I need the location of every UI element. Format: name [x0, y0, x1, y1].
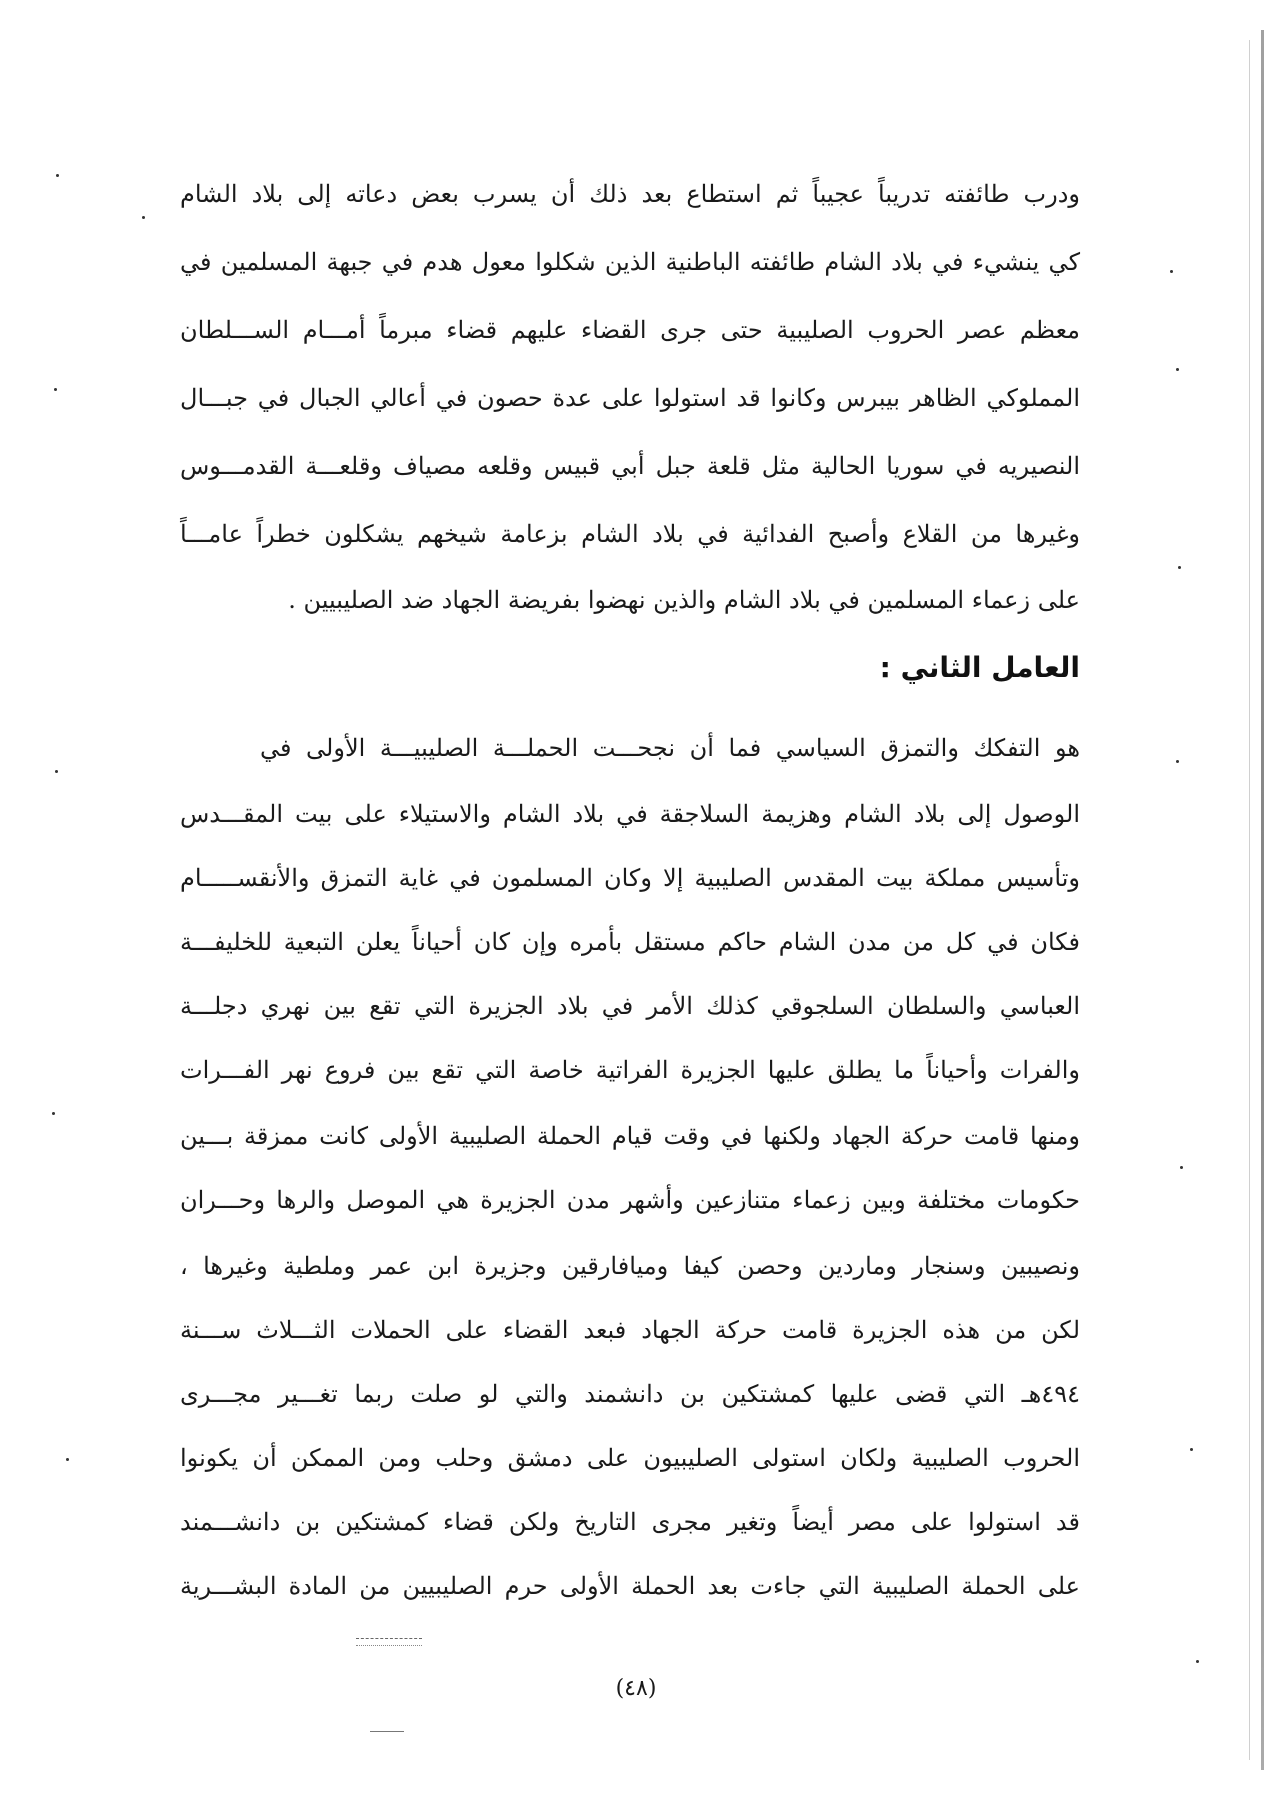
text-line: والفرات وأحياناً ما يطلق عليها الجزيرة الفراتية خاصة التي تقع بين فروع نهر الفـــرات [180, 1056, 1080, 1084]
scan-speck [1190, 1448, 1193, 1451]
scan-speck [142, 216, 145, 219]
footnote-separator [356, 1638, 422, 1646]
text-line: ودرب طائفته تدريباً عجيباً ثم استطاع بعد ذلك أن يسرب بعض دعاته إلى بلاد الشام [180, 180, 1081, 208]
text-line: وغيرها من القلاع وأصبح الفدائية في بلاد الشام بزعامة شيخهم يشكلون خطراً عامـــاً [180, 520, 1080, 548]
section-heading: العامل الثاني : [879, 651, 1080, 684]
scan-speck [1178, 566, 1181, 569]
scan-speck [1176, 760, 1179, 763]
scan-speck [66, 1458, 69, 1461]
scan-binding-line [1249, 40, 1250, 1760]
text-line: الوصول إلى بلاد الشام وهزيمة السلاجقة في بلاد الشام والاستيلاء على بيت المقـــدس [180, 800, 1080, 828]
page-number: (٤٨) [615, 1676, 657, 1701]
text-line: وتأسيس مملكة بيت المقدس الصليبية إلا وكان المسلمون في غاية التمزق والأنقســـــام [180, 864, 1080, 892]
text-line: قد استولوا على مصر أيضاً وتغير مجرى التاريخ ولكن قضاء كمشتكين بن دانشـــمند [180, 1508, 1080, 1536]
text-line: هو التفكك والتمزق السياسي فما أن نجحـــت الحملـــة الصليبيـــة الأولى في [260, 734, 1080, 762]
paragraph-2 [180, 728, 1080, 1628]
scan-speck [54, 388, 57, 391]
text-line: معظم عصر الحروب الصليبية حتى جرى القضاء عليهم قضاء مبرماً أمـــام الســـلطان [180, 316, 1080, 344]
scan-speck [1180, 1166, 1183, 1169]
scan-speck [1196, 1660, 1199, 1663]
text-line: الحروب الصليبية ولكان استولى الصليبيون على دمشق وحلب ومن الممكن أن يكونوا [180, 1444, 1080, 1472]
text-line: ونصيبين وسنجار وماردين وحصن كيفا وميافارقين وجزيرة ابن عمر وملطية وغيرها ، [180, 1252, 1080, 1280]
scan-speck [55, 770, 58, 773]
bottom-dash [370, 1731, 404, 1732]
text-line: فكان في كل من مدن الشام حاكم مستقل بأمره وإن كان أحياناً يعلن التبعية للخليفـــة [180, 928, 1080, 956]
text-line: النصيريه في سوريا الحالية مثل قلعة جبل أبي قبيس وقلعه مصياف وقلعـــة القدمـــوس [180, 452, 1080, 480]
paragraph-1 [180, 174, 1080, 614]
scan-binding-edge [1261, 30, 1264, 1770]
text-line: المملوكي الظاهر بيبرس وكانوا قد استولوا على عدة حصون في أعالي الجبال في جبـــال [180, 384, 1080, 412]
text-line: ومنها قامت حركة الجهاد ولكنها في وقت قيام الحملة الصليبية الأولى كانت ممزقة بـــين [180, 1122, 1081, 1150]
text-line: ٤٩٤هـ التي قضى عليها كمشتكين بن دانشمند والتي لو صلت ربما تغـــير مجـــرى [180, 1380, 1080, 1408]
text-line: حكومات مختلفة وبين زعماء متنازعين وأشهر مدن الجزيرة هي الموصل والرها وحـــران [180, 1186, 1080, 1214]
scan-speck [52, 1112, 55, 1115]
text-line: لكن من هذه الجزيرة قامت حركة الجهاد فبعد القضاء على الحملات الثـــلاث ســـنة [180, 1316, 1080, 1344]
text-line: على زعماء المسلمين في بلاد الشام والذين نهضوا بفريضة الجهاد ضد الصليبيين . [288, 586, 1080, 614]
scan-speck [56, 174, 59, 177]
text-line: العباسي والسلطان السلجوقي كذلك الأمر في بلاد الجزيرة التي تقع بين نهري دجلـــة [180, 992, 1080, 1020]
text-line: على الحملة الصليبية التي جاءت بعد الحملة الأولى حرم الصليبيين من المادة البشـــرية [180, 1572, 1080, 1600]
scan-speck [1170, 270, 1173, 273]
scan-speck [1176, 368, 1179, 371]
text-line: كي ينشيء في بلاد الشام طائفته الباطنية الذين شكلوا معول هدم في جبهة المسلمين في [180, 248, 1080, 276]
